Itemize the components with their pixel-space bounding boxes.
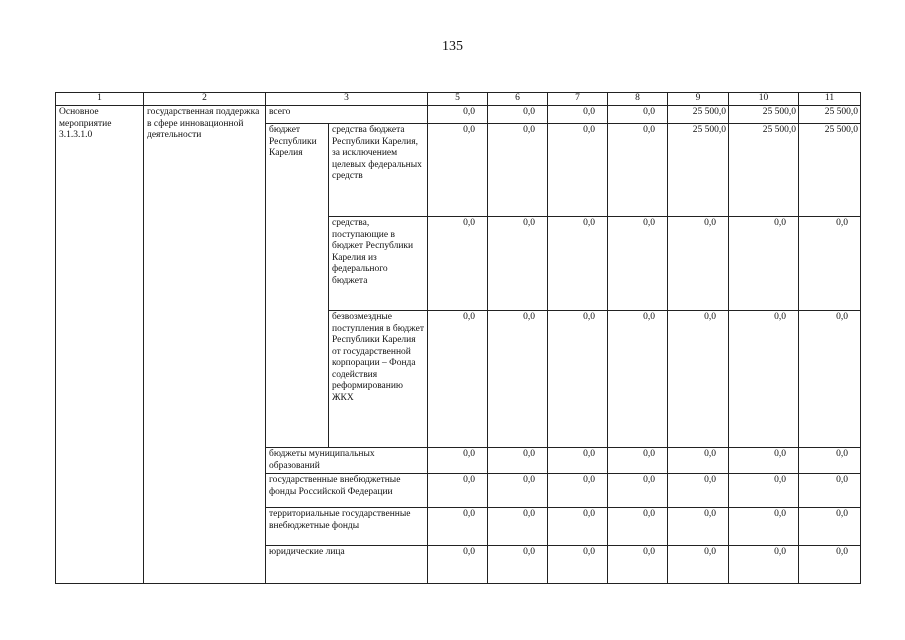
value-cell: 0,0 [488, 546, 548, 584]
column-number: 7 [548, 93, 608, 106]
value-cell: 0,0 [608, 508, 668, 546]
value-cell: 25 500,0 [668, 106, 729, 124]
value-cell: 0,0 [668, 217, 729, 311]
column-number: 6 [488, 93, 548, 106]
column-number: 11 [799, 93, 861, 106]
value-cell: 0,0 [428, 448, 488, 474]
value-cell: 0,0 [799, 448, 861, 474]
value-cell: 0,0 [608, 448, 668, 474]
value-cell: 0,0 [668, 474, 729, 508]
value-cell: 0,0 [548, 448, 608, 474]
column-number: 5 [428, 93, 488, 106]
value-cell: 0,0 [608, 217, 668, 311]
value-cell: 0,0 [488, 508, 548, 546]
value-cell: 0,0 [799, 311, 861, 448]
value-cell: 0,0 [668, 311, 729, 448]
value-cell: 0,0 [608, 106, 668, 124]
value-cell: 25 500,0 [729, 124, 799, 217]
value-cell: 0,0 [799, 546, 861, 584]
value-cell: 0,0 [488, 124, 548, 217]
value-cell: 0,0 [428, 106, 488, 124]
value-cell: 0,0 [428, 508, 488, 546]
value-cell: 0,0 [428, 546, 488, 584]
measure-name: Основное мероприятие 3.1.3.1.0 [56, 106, 144, 584]
value-cell: 0,0 [428, 474, 488, 508]
source-label: юридические лица [266, 546, 428, 584]
value-cell: 0,0 [428, 124, 488, 217]
budget-table [55, 92, 861, 584]
value-cell: 0,0 [548, 124, 608, 217]
value-cell: 0,0 [548, 508, 608, 546]
value-cell: 0,0 [799, 508, 861, 546]
value-cell: 0,0 [548, 217, 608, 311]
value-cell: 0,0 [729, 546, 799, 584]
value-cell: 25 500,0 [799, 124, 861, 217]
source-label: государственные внебюджетные фонды Российской Федерации [266, 474, 428, 508]
value-cell: 0,0 [799, 474, 861, 508]
column-number: 1 [56, 93, 144, 106]
value-cell: 0,0 [799, 217, 861, 311]
column-number: 2 [144, 93, 266, 106]
column-number: 9 [668, 93, 729, 106]
value-cell: 0,0 [608, 546, 668, 584]
source-label: средства бюджета Республики Карелия, за исключением целевых федеральных средств [329, 124, 428, 217]
value-cell: 0,0 [548, 311, 608, 448]
value-cell: 0,0 [488, 474, 548, 508]
page-number: 135 [442, 39, 463, 54]
value-cell: 0,0 [488, 311, 548, 448]
value-cell: 0,0 [548, 474, 608, 508]
table-row [56, 106, 861, 124]
value-cell: 0,0 [428, 217, 488, 311]
source-label: всего [266, 106, 428, 124]
value-cell: 0,0 [729, 508, 799, 546]
value-cell: 0,0 [668, 448, 729, 474]
column-number: 8 [608, 93, 668, 106]
column-number: 10 [729, 93, 799, 106]
value-cell: 25 500,0 [729, 106, 799, 124]
value-cell: 0,0 [608, 474, 668, 508]
value-cell: 0,0 [729, 217, 799, 311]
measure-description: государственная поддержка в сфере инновационной деятельности [144, 106, 266, 584]
value-cell: 0,0 [668, 546, 729, 584]
value-cell: 0,0 [729, 311, 799, 448]
column-number: 3 [266, 93, 428, 106]
value-cell: 0,0 [608, 311, 668, 448]
value-cell: 0,0 [608, 124, 668, 217]
value-cell: 0,0 [548, 546, 608, 584]
value-cell: 0,0 [729, 474, 799, 508]
source-label: территориальные государственные внебюджетные фонды [266, 508, 428, 546]
value-cell: 0,0 [729, 448, 799, 474]
source-label: бюджеты муниципальных образований [266, 448, 428, 474]
source-label: безвозмездные поступления в бюджет Республики Карелия от государственной корпорации – Фонда содействия реформированию ЖКХ [329, 311, 428, 448]
value-cell: 25 500,0 [799, 106, 861, 124]
source-label: средства, поступающие в бюджет Республики Карелия из федерального бюджета [329, 217, 428, 311]
value-cell: 0,0 [488, 217, 548, 311]
value-cell: 0,0 [548, 106, 608, 124]
value-cell: 0,0 [428, 311, 488, 448]
regional-budget-label: бюджет Республики Карелия [266, 124, 329, 448]
value-cell: 0,0 [488, 106, 548, 124]
value-cell: 25 500,0 [668, 124, 729, 217]
column-number-row [56, 93, 861, 106]
value-cell: 0,0 [488, 448, 548, 474]
value-cell: 0,0 [668, 508, 729, 546]
